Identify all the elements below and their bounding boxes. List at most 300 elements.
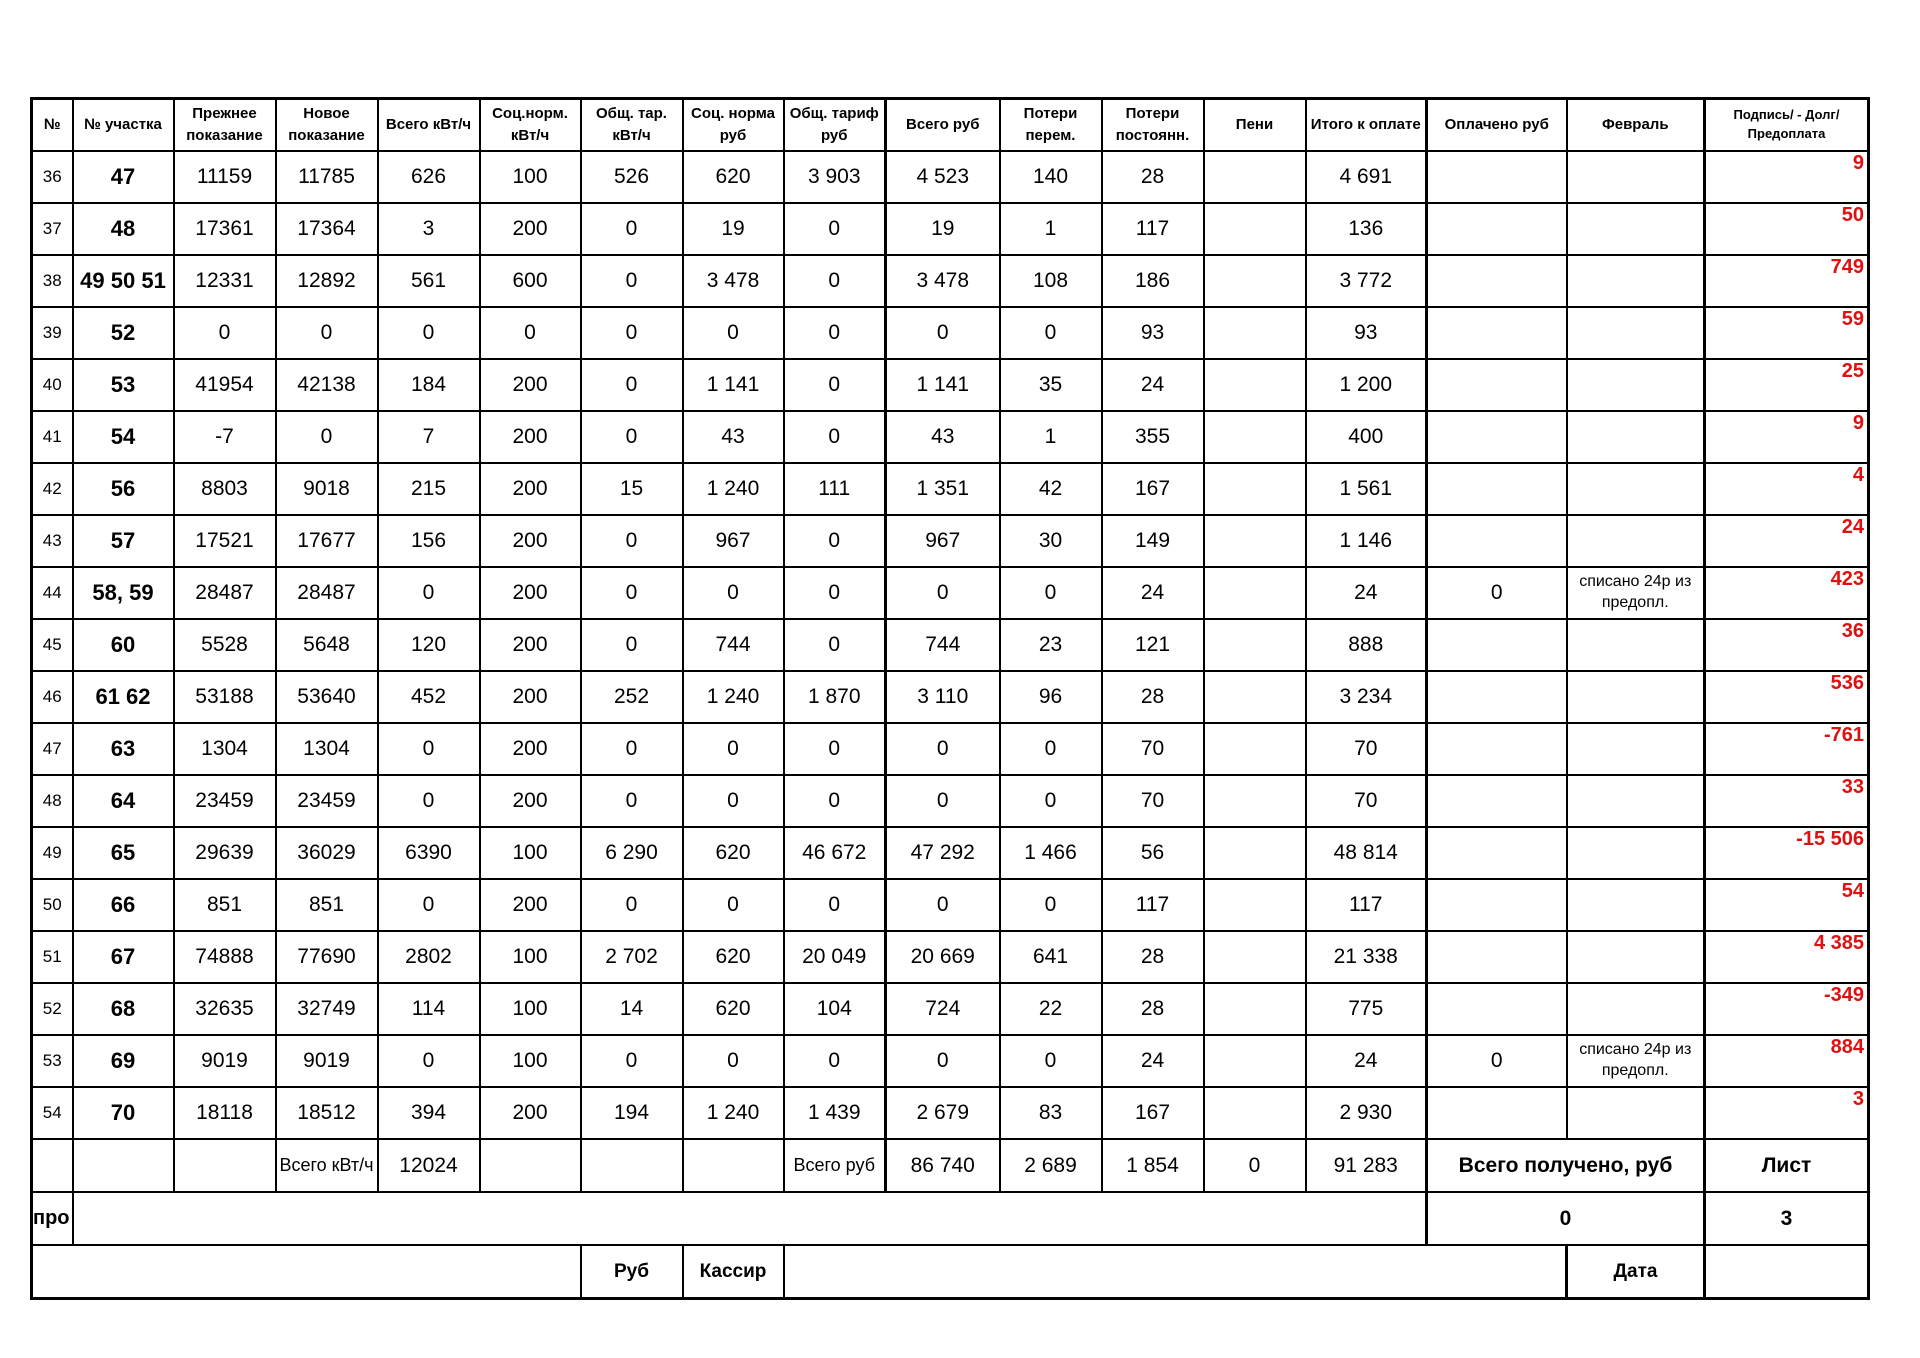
loss-constant: 70 bbox=[1102, 723, 1204, 775]
previous-reading: 41954 bbox=[174, 359, 276, 411]
balance-value: 3 bbox=[1705, 1087, 1869, 1139]
row-number: 54 bbox=[32, 1087, 73, 1139]
total-rub: 967 bbox=[886, 515, 1000, 567]
totals-empty-cell bbox=[174, 1139, 276, 1192]
paid-rub bbox=[1427, 203, 1567, 255]
loss-constant: 121 bbox=[1102, 619, 1204, 671]
table-row bbox=[32, 723, 1869, 775]
total-kwh: 0 bbox=[378, 775, 480, 827]
social-norm-rub: 1 141 bbox=[683, 359, 784, 411]
month-note bbox=[1567, 671, 1705, 723]
month-note bbox=[1567, 931, 1705, 983]
totals-kwh-label: Всего кВт/ч bbox=[276, 1139, 378, 1192]
common-tariff-kwh: 0 bbox=[581, 203, 683, 255]
month-note bbox=[1567, 723, 1705, 775]
paid-rub: 0 bbox=[1427, 567, 1567, 619]
balance-value: 749 bbox=[1705, 255, 1869, 307]
plot-number: 66 bbox=[73, 879, 174, 931]
loss-variable: 641 bbox=[1000, 931, 1102, 983]
month-note: списано 24р из предопл. bbox=[1567, 567, 1705, 619]
social-norm-kwh: 100 bbox=[480, 151, 581, 203]
col-header-prev: Прежнее показание bbox=[174, 99, 276, 152]
previous-reading: 29639 bbox=[174, 827, 276, 879]
month-note bbox=[1567, 463, 1705, 515]
balance-value: 4 bbox=[1705, 463, 1869, 515]
amount-due: 1 561 bbox=[1306, 463, 1427, 515]
month-note bbox=[1567, 151, 1705, 203]
new-reading: 36029 bbox=[276, 827, 378, 879]
sheet-number: 3 bbox=[1705, 1192, 1869, 1245]
col-header-common-tar-kwh: Общ. тар. кВт/ч bbox=[581, 99, 683, 152]
col-header-due: Итого к оплате bbox=[1306, 99, 1427, 152]
social-norm-kwh: 200 bbox=[480, 567, 581, 619]
loss-variable: 0 bbox=[1000, 723, 1102, 775]
balance-value: 9 bbox=[1705, 411, 1869, 463]
amount-due: 24 bbox=[1306, 567, 1427, 619]
balance-value: 536 bbox=[1705, 671, 1869, 723]
social-norm-kwh: 200 bbox=[480, 671, 581, 723]
col-header-loss-var: Потери перем. bbox=[1000, 99, 1102, 152]
balance-value: -349 bbox=[1705, 983, 1869, 1035]
social-norm-kwh: 200 bbox=[480, 203, 581, 255]
common-tariff-rub: 0 bbox=[784, 619, 886, 671]
common-tariff-rub: 0 bbox=[784, 515, 886, 567]
common-tariff-kwh: 194 bbox=[581, 1087, 683, 1139]
previous-reading: 74888 bbox=[174, 931, 276, 983]
social-norm-kwh: 0 bbox=[480, 307, 581, 359]
balance-value: 423 bbox=[1705, 567, 1869, 619]
common-tariff-kwh: 0 bbox=[581, 723, 683, 775]
social-norm-rub: 0 bbox=[683, 1035, 784, 1087]
previous-reading: 0 bbox=[174, 307, 276, 359]
table-row bbox=[32, 827, 1869, 879]
col-header-month: Февраль bbox=[1567, 99, 1705, 152]
paid-rub bbox=[1427, 931, 1567, 983]
total-rub: 43 bbox=[886, 411, 1000, 463]
loss-variable: 35 bbox=[1000, 359, 1102, 411]
loss-variable: 1 bbox=[1000, 203, 1102, 255]
total-rub: 744 bbox=[886, 619, 1000, 671]
row-number: 51 bbox=[32, 931, 73, 983]
loss-variable: 0 bbox=[1000, 775, 1102, 827]
summary-row bbox=[32, 1192, 1869, 1245]
social-norm-rub: 3 478 bbox=[683, 255, 784, 307]
penalty bbox=[1204, 1035, 1306, 1087]
amount-due: 48 814 bbox=[1306, 827, 1427, 879]
col-header-total-rub: Всего руб bbox=[886, 99, 1000, 152]
summary-blank bbox=[73, 1192, 1427, 1245]
col-header-sign: Подпись/ - Долг/Предоплата bbox=[1705, 99, 1869, 152]
social-norm-rub: 0 bbox=[683, 723, 784, 775]
table-row bbox=[32, 515, 1869, 567]
plot-number: 60 bbox=[73, 619, 174, 671]
penalty bbox=[1204, 827, 1306, 879]
month-note bbox=[1567, 203, 1705, 255]
loss-constant: 28 bbox=[1102, 151, 1204, 203]
previous-reading: 9019 bbox=[174, 1035, 276, 1087]
balance-value: 59 bbox=[1705, 307, 1869, 359]
total-kwh: 215 bbox=[378, 463, 480, 515]
balance-value: 50 bbox=[1705, 203, 1869, 255]
social-norm-rub: 1 240 bbox=[683, 671, 784, 723]
row-number: 45 bbox=[32, 619, 73, 671]
amount-due: 117 bbox=[1306, 879, 1427, 931]
common-tariff-kwh: 526 bbox=[581, 151, 683, 203]
month-note bbox=[1567, 359, 1705, 411]
totals-row bbox=[32, 1139, 1869, 1192]
amount-due: 400 bbox=[1306, 411, 1427, 463]
penalty bbox=[1204, 1087, 1306, 1139]
amount-due: 93 bbox=[1306, 307, 1427, 359]
common-tariff-rub: 1 870 bbox=[784, 671, 886, 723]
total-kwh: 626 bbox=[378, 151, 480, 203]
common-tariff-kwh: 252 bbox=[581, 671, 683, 723]
paid-rub bbox=[1427, 151, 1567, 203]
total-kwh: 0 bbox=[378, 567, 480, 619]
social-norm-rub: 1 240 bbox=[683, 463, 784, 515]
table-row bbox=[32, 1087, 1869, 1139]
total-rub: 4 523 bbox=[886, 151, 1000, 203]
balance-value: 25 bbox=[1705, 359, 1869, 411]
balance-value: -15 506 bbox=[1705, 827, 1869, 879]
plot-number: 61 62 bbox=[73, 671, 174, 723]
new-reading: 18512 bbox=[276, 1087, 378, 1139]
penalty bbox=[1204, 359, 1306, 411]
row-number: 47 bbox=[32, 723, 73, 775]
loss-constant: 355 bbox=[1102, 411, 1204, 463]
amount-due: 21 338 bbox=[1306, 931, 1427, 983]
total-kwh: 184 bbox=[378, 359, 480, 411]
social-norm-kwh: 200 bbox=[480, 411, 581, 463]
total-kwh: 0 bbox=[378, 723, 480, 775]
col-header-paid: Оплачено руб bbox=[1427, 99, 1567, 152]
loss-variable: 1 466 bbox=[1000, 827, 1102, 879]
social-norm-kwh: 100 bbox=[480, 983, 581, 1035]
row-number: 50 bbox=[32, 879, 73, 931]
common-tariff-rub: 0 bbox=[784, 723, 886, 775]
totals-empty-cell bbox=[683, 1139, 784, 1192]
new-reading: 12892 bbox=[276, 255, 378, 307]
new-reading: 9019 bbox=[276, 1035, 378, 1087]
common-tariff-rub: 20 049 bbox=[784, 931, 886, 983]
social-norm-rub: 0 bbox=[683, 307, 784, 359]
loss-variable: 108 bbox=[1000, 255, 1102, 307]
amount-due: 70 bbox=[1306, 775, 1427, 827]
penalty bbox=[1204, 463, 1306, 515]
common-tariff-kwh: 0 bbox=[581, 1035, 683, 1087]
loss-constant: 24 bbox=[1102, 359, 1204, 411]
total-kwh: 0 bbox=[378, 1035, 480, 1087]
loss-constant: 117 bbox=[1102, 203, 1204, 255]
footer-blank bbox=[32, 1245, 581, 1299]
total-kwh: 0 bbox=[378, 307, 480, 359]
table-row bbox=[32, 567, 1869, 619]
paid-rub bbox=[1427, 775, 1567, 827]
new-reading: 28487 bbox=[276, 567, 378, 619]
common-tariff-rub: 0 bbox=[784, 411, 886, 463]
table-row bbox=[32, 1035, 1869, 1087]
summary-prefix: про bbox=[32, 1192, 73, 1245]
balance-value: -761 bbox=[1705, 723, 1869, 775]
common-tariff-kwh: 14 bbox=[581, 983, 683, 1035]
previous-reading: 1304 bbox=[174, 723, 276, 775]
previous-reading: 18118 bbox=[174, 1087, 276, 1139]
loss-constant: 70 bbox=[1102, 775, 1204, 827]
common-tariff-kwh: 0 bbox=[581, 307, 683, 359]
social-norm-kwh: 200 bbox=[480, 515, 581, 567]
previous-reading: 8803 bbox=[174, 463, 276, 515]
row-number: 42 bbox=[32, 463, 73, 515]
table-row bbox=[32, 151, 1869, 203]
common-tariff-kwh: 0 bbox=[581, 879, 683, 931]
new-reading: 17677 bbox=[276, 515, 378, 567]
penalty bbox=[1204, 983, 1306, 1035]
penalty bbox=[1204, 255, 1306, 307]
common-tariff-rub: 0 bbox=[784, 359, 886, 411]
social-norm-kwh: 200 bbox=[480, 359, 581, 411]
balance-value: 33 bbox=[1705, 775, 1869, 827]
common-tariff-rub: 0 bbox=[784, 879, 886, 931]
total-kwh: 6390 bbox=[378, 827, 480, 879]
previous-reading: 17521 bbox=[174, 515, 276, 567]
table-row bbox=[32, 983, 1869, 1035]
plot-number: 70 bbox=[73, 1087, 174, 1139]
col-header-soc-norm-rub: Соц. норма руб bbox=[683, 99, 784, 152]
common-tariff-kwh: 0 bbox=[581, 255, 683, 307]
new-reading: 42138 bbox=[276, 359, 378, 411]
plot-number: 52 bbox=[73, 307, 174, 359]
total-rub: 3 110 bbox=[886, 671, 1000, 723]
previous-reading: 851 bbox=[174, 879, 276, 931]
table-row bbox=[32, 255, 1869, 307]
social-norm-rub: 620 bbox=[683, 827, 784, 879]
totals-rub-value: 86 740 bbox=[886, 1139, 1000, 1192]
paid-rub bbox=[1427, 307, 1567, 359]
col-header-plot: № участка bbox=[73, 99, 174, 152]
plot-number: 48 bbox=[73, 203, 174, 255]
previous-reading: 17361 bbox=[174, 203, 276, 255]
social-norm-kwh: 200 bbox=[480, 879, 581, 931]
month-note: списано 24р из предопл. bbox=[1567, 1035, 1705, 1087]
totals-empty-cell bbox=[480, 1139, 581, 1192]
header-row bbox=[32, 99, 1869, 152]
plot-number: 58, 59 bbox=[73, 567, 174, 619]
row-number: 52 bbox=[32, 983, 73, 1035]
plot-number: 67 bbox=[73, 931, 174, 983]
plot-number: 53 bbox=[73, 359, 174, 411]
col-header-penalty: Пени bbox=[1204, 99, 1306, 152]
totals-penalty: 0 bbox=[1204, 1139, 1306, 1192]
paid-rub bbox=[1427, 983, 1567, 1035]
paid-rub bbox=[1427, 411, 1567, 463]
social-norm-kwh: 100 bbox=[480, 827, 581, 879]
rub-label: Руб bbox=[581, 1245, 683, 1299]
total-kwh: 2802 bbox=[378, 931, 480, 983]
total-kwh: 7 bbox=[378, 411, 480, 463]
table-row bbox=[32, 879, 1869, 931]
common-tariff-rub: 111 bbox=[784, 463, 886, 515]
balance-value: 884 bbox=[1705, 1035, 1869, 1087]
common-tariff-rub: 46 672 bbox=[784, 827, 886, 879]
social-norm-kwh: 100 bbox=[480, 931, 581, 983]
paid-rub bbox=[1427, 463, 1567, 515]
loss-variable: 1 bbox=[1000, 411, 1102, 463]
social-norm-rub: 967 bbox=[683, 515, 784, 567]
total-rub: 0 bbox=[886, 775, 1000, 827]
penalty bbox=[1204, 775, 1306, 827]
social-norm-kwh: 200 bbox=[480, 1087, 581, 1139]
paid-rub bbox=[1427, 827, 1567, 879]
new-reading: 32749 bbox=[276, 983, 378, 1035]
cashier-label: Кассир bbox=[683, 1245, 784, 1299]
row-number: 46 bbox=[32, 671, 73, 723]
loss-variable: 140 bbox=[1000, 151, 1102, 203]
loss-variable: 22 bbox=[1000, 983, 1102, 1035]
balance-value: 9 bbox=[1705, 151, 1869, 203]
penalty bbox=[1204, 671, 1306, 723]
loss-variable: 83 bbox=[1000, 1087, 1102, 1139]
paid-rub bbox=[1427, 515, 1567, 567]
total-rub: 724 bbox=[886, 983, 1000, 1035]
new-reading: 9018 bbox=[276, 463, 378, 515]
paid-rub: 0 bbox=[1427, 1035, 1567, 1087]
amount-due: 2 930 bbox=[1306, 1087, 1427, 1139]
loss-variable: 23 bbox=[1000, 619, 1102, 671]
amount-due: 1 146 bbox=[1306, 515, 1427, 567]
row-number: 43 bbox=[32, 515, 73, 567]
total-kwh: 120 bbox=[378, 619, 480, 671]
paid-rub bbox=[1427, 619, 1567, 671]
month-note bbox=[1567, 775, 1705, 827]
amount-due: 24 bbox=[1306, 1035, 1427, 1087]
table-row bbox=[32, 931, 1869, 983]
new-reading: 17364 bbox=[276, 203, 378, 255]
loss-constant: 28 bbox=[1102, 931, 1204, 983]
new-reading: 1304 bbox=[276, 723, 378, 775]
new-reading: 0 bbox=[276, 411, 378, 463]
common-tariff-rub: 0 bbox=[784, 1035, 886, 1087]
month-note bbox=[1567, 879, 1705, 931]
total-rub: 20 669 bbox=[886, 931, 1000, 983]
month-note bbox=[1567, 515, 1705, 567]
social-norm-rub: 0 bbox=[683, 567, 784, 619]
table-row bbox=[32, 619, 1869, 671]
plot-number: 64 bbox=[73, 775, 174, 827]
total-kwh: 394 bbox=[378, 1087, 480, 1139]
loss-variable: 0 bbox=[1000, 1035, 1102, 1087]
amount-due: 3 772 bbox=[1306, 255, 1427, 307]
total-rub: 19 bbox=[886, 203, 1000, 255]
penalty bbox=[1204, 567, 1306, 619]
loss-constant: 186 bbox=[1102, 255, 1204, 307]
previous-reading: 28487 bbox=[174, 567, 276, 619]
totals-due: 91 283 bbox=[1306, 1139, 1427, 1192]
plot-number: 65 bbox=[73, 827, 174, 879]
social-norm-kwh: 200 bbox=[480, 723, 581, 775]
social-norm-rub: 43 bbox=[683, 411, 784, 463]
new-reading: 11785 bbox=[276, 151, 378, 203]
loss-constant: 93 bbox=[1102, 307, 1204, 359]
previous-reading: 11159 bbox=[174, 151, 276, 203]
plot-number: 68 bbox=[73, 983, 174, 1035]
sheet-label: Лист bbox=[1705, 1139, 1869, 1192]
col-header-total-kwh: Всего кВт/ч bbox=[378, 99, 480, 152]
totals-empty-cell bbox=[581, 1139, 683, 1192]
previous-reading: 53188 bbox=[174, 671, 276, 723]
totals-loss-const: 1 854 bbox=[1102, 1139, 1204, 1192]
loss-constant: 167 bbox=[1102, 1087, 1204, 1139]
table-row bbox=[32, 307, 1869, 359]
col-header-soc-norm-kwh: Соц.норм. кВт/ч bbox=[480, 99, 581, 152]
table-row bbox=[32, 359, 1869, 411]
month-note bbox=[1567, 255, 1705, 307]
footer-row bbox=[32, 1245, 1869, 1299]
month-note bbox=[1567, 619, 1705, 671]
totals-empty-cell bbox=[73, 1139, 174, 1192]
table-row bbox=[32, 203, 1869, 255]
amount-due: 1 200 bbox=[1306, 359, 1427, 411]
month-note bbox=[1567, 827, 1705, 879]
loss-constant: 149 bbox=[1102, 515, 1204, 567]
totals-rub-label: Всего руб bbox=[784, 1139, 886, 1192]
penalty bbox=[1204, 307, 1306, 359]
penalty bbox=[1204, 411, 1306, 463]
common-tariff-kwh: 15 bbox=[581, 463, 683, 515]
loss-constant: 167 bbox=[1102, 463, 1204, 515]
col-header-new: Новое показание bbox=[276, 99, 378, 152]
social-norm-kwh: 200 bbox=[480, 775, 581, 827]
previous-reading: -7 bbox=[174, 411, 276, 463]
paid-rub bbox=[1427, 1087, 1567, 1139]
common-tariff-rub: 0 bbox=[784, 567, 886, 619]
common-tariff-kwh: 0 bbox=[581, 411, 683, 463]
total-rub: 0 bbox=[886, 567, 1000, 619]
common-tariff-rub: 104 bbox=[784, 983, 886, 1035]
total-kwh: 561 bbox=[378, 255, 480, 307]
total-rub: 0 bbox=[886, 723, 1000, 775]
balance-value: 24 bbox=[1705, 515, 1869, 567]
loss-variable: 0 bbox=[1000, 307, 1102, 359]
amount-due: 136 bbox=[1306, 203, 1427, 255]
social-norm-kwh: 600 bbox=[480, 255, 581, 307]
row-number: 44 bbox=[32, 567, 73, 619]
social-norm-rub: 744 bbox=[683, 619, 784, 671]
month-note bbox=[1567, 983, 1705, 1035]
loss-variable: 0 bbox=[1000, 567, 1102, 619]
table-row bbox=[32, 671, 1869, 723]
social-norm-rub: 0 bbox=[683, 775, 784, 827]
month-note bbox=[1567, 411, 1705, 463]
balance-value: 36 bbox=[1705, 619, 1869, 671]
new-reading: 77690 bbox=[276, 931, 378, 983]
loss-variable: 0 bbox=[1000, 879, 1102, 931]
previous-reading: 32635 bbox=[174, 983, 276, 1035]
penalty bbox=[1204, 619, 1306, 671]
common-tariff-kwh: 0 bbox=[581, 359, 683, 411]
total-kwh: 156 bbox=[378, 515, 480, 567]
total-rub: 1 351 bbox=[886, 463, 1000, 515]
row-number: 37 bbox=[32, 203, 73, 255]
penalty bbox=[1204, 931, 1306, 983]
table-row bbox=[32, 411, 1869, 463]
common-tariff-kwh: 0 bbox=[581, 515, 683, 567]
balance-value: 54 bbox=[1705, 879, 1869, 931]
social-norm-kwh: 200 bbox=[480, 463, 581, 515]
col-header-no: № bbox=[32, 99, 73, 152]
paid-rub bbox=[1427, 879, 1567, 931]
common-tariff-kwh: 0 bbox=[581, 619, 683, 671]
total-rub: 0 bbox=[886, 1035, 1000, 1087]
